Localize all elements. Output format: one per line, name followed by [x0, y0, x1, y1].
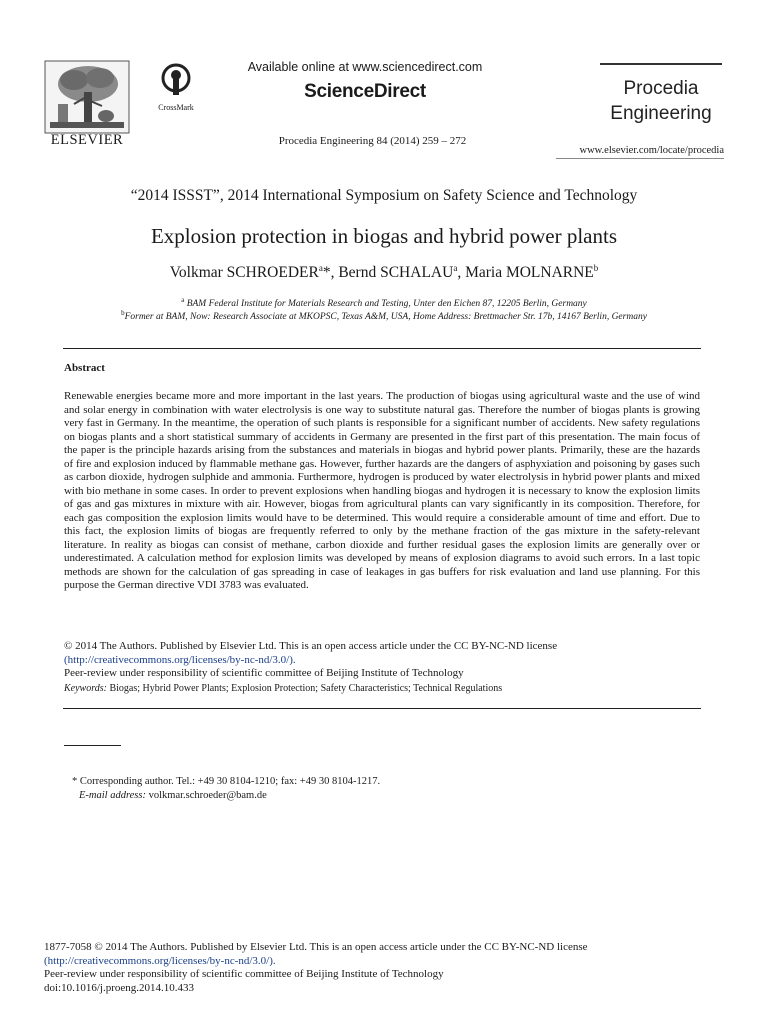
journal-name-line2: Engineering	[610, 103, 712, 124]
author-separator: *,	[322, 264, 339, 282]
abstract-top-rule	[63, 348, 701, 349]
doi[interactable]: doi:10.1016/j.proeng.2014.10.433	[44, 981, 195, 994]
issn-copyright: 1877-7058 © 2014 The Authors. Published by Elsevier Ltd. This is an open access article under the CC BY-NC-ND license	[44, 941, 588, 953]
symposium-line: “2014 ISSST”, 2014 International Symposium on Safety Science and Technology	[130, 187, 638, 204]
abstract-bottom-rule	[63, 708, 701, 709]
author-name: Bernd SCHALAU	[338, 264, 454, 282]
affiliation-b	[40, 309, 728, 322]
keywords-text: Biogas; Hybrid Power Plants; Explosion Protection; Safety Characteristics; Technical Regulations	[106, 683, 503, 694]
crossmark-badge[interactable]	[153, 63, 199, 112]
abstract-body: Renewable energies became more and more important in the last years. The production of biogas using agricultural waste and the use of wind and solar energy in combination with water electrolysis is one way to substitute natural gas. Therefore the number of biogas plants is growing very fast in Germany. In the meantime, the operation of such plants is responsible for a significant number of accidents. New safety regulations on biogas plants and a short statistical summary of accidents in Germany are presented in the first part of this presentation. The main focus of the paper is the principle hazards arising from the substances and materials in biogas and hybrid power plants. Primarily, these are the hazards of fire and explosion induced by flammable methane gas. However, further hazards are the dangers of asphyxiation and poisoning by gases such as carbon dioxide, hydrogen sulphide and ammonia. Furthermore, hydrogen is produced by water electrolysis in hybrid power plants and mixed with bio methane in some cases. In order to prevent explosions when handling biogas and hydrogen it is necessary to know the explosion limits of gas and gas mixtures in mixture with air. However, biogas from agricultural plants can vary significantly in its composition. Therefore, for each gas composition the explosion limits would have to be determined. This would require a considerable amount of time and effort. Due to this fact, the explosion limits of biogas are frequently referred to only by the methane fraction of the gas mixture in the safety-relevant literature. In reality as biogas can consist of methane, carbon dioxide and further residual gases the explosion limits are generally over or underestimated. A calculation method for explosion limits was developed by means of explosion diagrams to avoid such errors. In a last topic methods are shown for the calculation of gas spreading in case of leakages in gas buffers for risk evaluation and land use planning. For this purpose the German directive VDI 3783 was evaluated.	[64, 390, 700, 591]
affiliation-b-marker: b	[121, 309, 125, 317]
email-address[interactable]: volkmar.schroeder@bam.de	[145, 790, 267, 801]
journal-name-line1: Procedia	[623, 78, 699, 99]
crossmark-icon	[161, 63, 191, 97]
author-name: Volkmar SCHROEDER	[169, 264, 319, 282]
header-rule	[556, 158, 724, 159]
license-link[interactable]: (http://creativecommons.org/licenses/by-nc-nd/3.0/).	[64, 653, 296, 666]
affiliation-b-text: Former at BAM, Now: Research Associate at MKOPSC, Texas A&M, USA, Home Address: Brettmacher Str. 17b, 14167 Berlin, Germany	[124, 312, 647, 323]
journal-url[interactable]: www.elsevier.com/locate/procedia	[579, 145, 724, 156]
author-name: Maria MOLNARNE	[465, 264, 594, 282]
affiliation-a-text: BAM Federal Institute for Materials Research and Testing, Unter den Eichen 87, 12205 Berlin, Germany	[184, 299, 587, 310]
email-line	[79, 789, 267, 803]
email-label: E-mail address:	[79, 790, 146, 801]
author-affiliation-marker: b	[593, 263, 599, 273]
author-affiliation-marker: a	[318, 263, 323, 273]
journal-top-rule	[600, 63, 722, 65]
crossmark-label: CrossMark	[158, 103, 194, 112]
abstract-heading: Abstract	[64, 362, 105, 374]
available-online: Available online at www.sciencedirect.com	[247, 60, 483, 74]
author-list	[40, 263, 728, 282]
sciencedirect-logo: ScienceDirect	[304, 81, 426, 102]
journal-citation: Procedia Engineering 84 (2014) 259 – 272	[278, 135, 467, 147]
keywords-label: Keywords:	[64, 683, 107, 694]
author-affiliation-marker: a	[453, 263, 458, 273]
corresponding-author: * Corresponding author. Tel.: +49 30 8104-1210; fax: +49 30 8104-1217.	[72, 776, 381, 787]
bottom-peer-review: Peer-review under responsibility of scientific committee of Beijing Institute of Technology	[44, 968, 444, 980]
paper-title: Explosion protection in biogas and hybrid power plants	[150, 224, 617, 248]
copyright-block	[64, 640, 700, 681]
publisher-name: ELSEVIER	[50, 132, 124, 148]
affiliation-a	[40, 296, 728, 309]
affiliation-a-marker: a	[181, 296, 185, 304]
author-separator: ,	[457, 264, 466, 282]
peer-review-line: Peer-review under responsibility of scientific committee of Beijing Institute of Technology	[64, 667, 464, 679]
bottom-license-block	[44, 941, 724, 995]
copyright-line: © 2014 The Authors. Published by Elsevier Ltd. This is an open access article under the CC BY-NC-ND license	[64, 640, 558, 652]
tree-icon	[44, 60, 130, 134]
footnote-rule	[64, 745, 121, 746]
keywords-line	[64, 683, 700, 694]
bottom-license-link[interactable]: (http://creativecommons.org/licenses/by-nc-nd/3.0/).	[44, 954, 276, 967]
journal-name	[598, 76, 724, 126]
